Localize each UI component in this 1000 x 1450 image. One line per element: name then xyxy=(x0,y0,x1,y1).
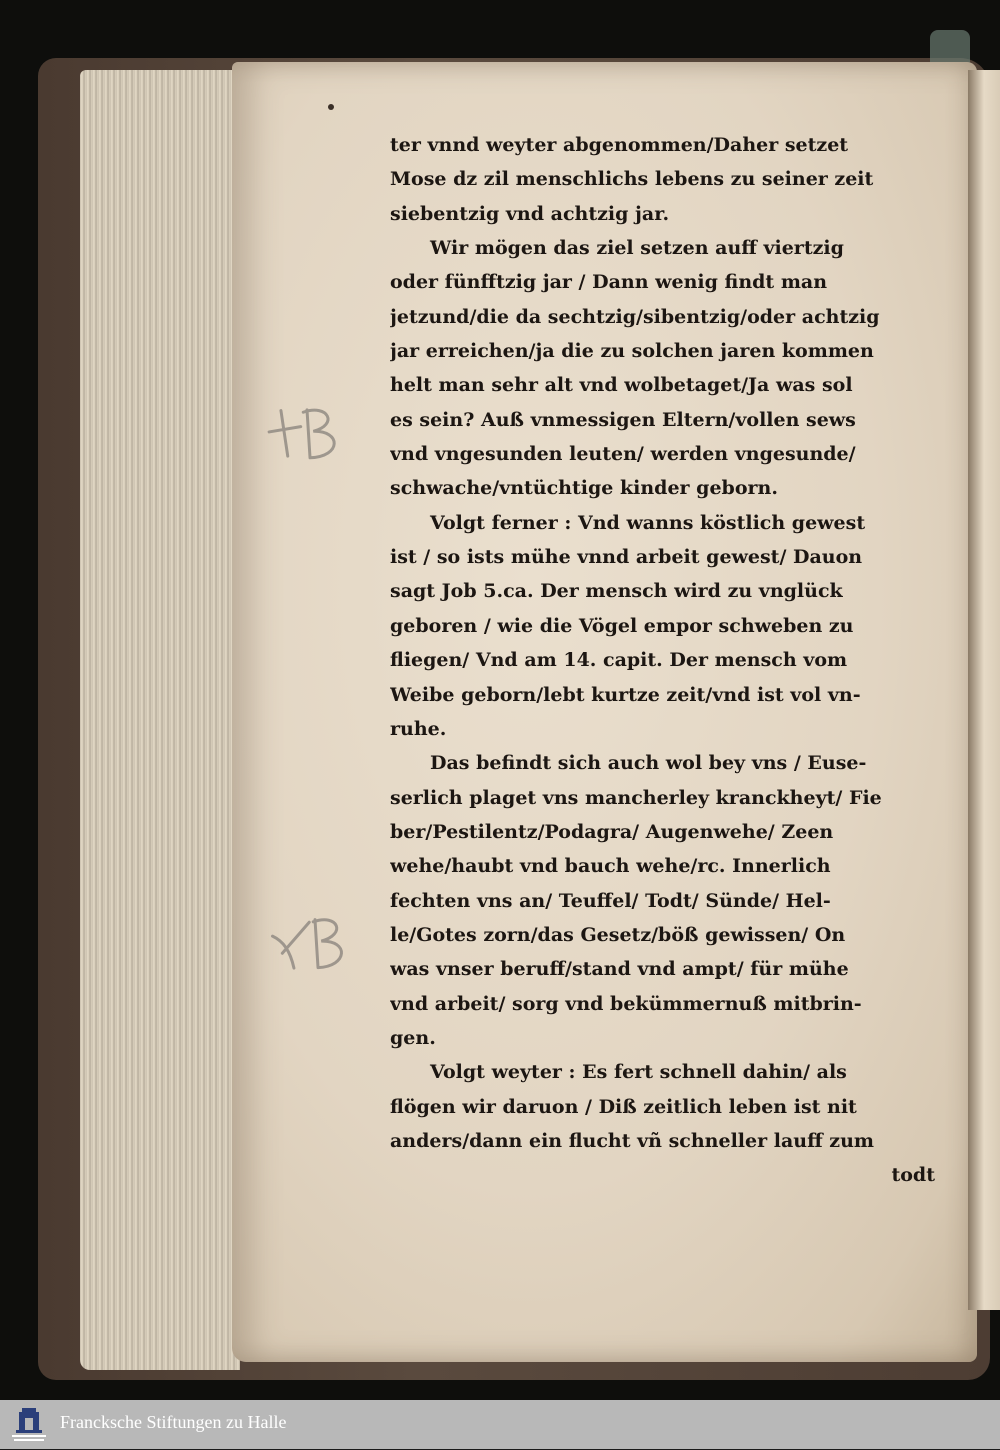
text-line: wehe/haubt vnd bauch wehe/rc. Innerlich xyxy=(390,855,831,878)
text-line: anders/dann ein flucht vñ schneller lauff zum xyxy=(390,1129,874,1152)
text-line: helt man sehr alt vnd wolbetaget/Ja was sol xyxy=(390,374,853,397)
text-line: Das befindt sich auch wol bey vns / Euse- xyxy=(430,752,867,775)
footer-bar xyxy=(0,1400,1000,1449)
text-line: sagt Job 5.ca. Der mensch wird zu vnglück xyxy=(390,580,843,603)
foundation-logo-icon xyxy=(8,1404,50,1446)
margin-annotation-1 xyxy=(258,394,356,484)
text-line: ter vnnd weyter abgenommen/Daher setzet xyxy=(390,134,849,156)
text-line: siebentzig vnd achtzig jar. xyxy=(390,202,670,225)
text-line: schwache/vntüchtige kinder geborn. xyxy=(390,477,778,500)
margin-annotation-2 xyxy=(264,904,362,994)
text-line: fliegen/ Vnd am 14. capit. Der mensch vom xyxy=(390,649,848,672)
text-line: Volgt ferner : Vnd wanns köstlich gewest xyxy=(430,511,866,534)
text-line: gen. xyxy=(390,1026,436,1049)
text-line: le/Gotes zorn/das Gesetz/böß gewissen/ On xyxy=(390,923,846,946)
text-line: Wir mögen das ziel setzen auff viertzig xyxy=(430,237,844,260)
text-line: geboren / wie die Vögel empor schweben zu xyxy=(390,614,854,637)
text-line: serlich plaget vns mancherley kranckheyt/ Fie xyxy=(390,786,882,809)
text-line: ist / so ists mühe vnnd arbeit gewest/ Dauon xyxy=(390,546,863,569)
text-line: was vnser beruff/stand vnd ampt/ für mühe xyxy=(390,958,849,981)
text-line: jar erreichen/ja die zu solchen jaren kommen xyxy=(390,340,874,363)
text-line: Volgt weyter : Es fert schnell dahin/ als xyxy=(430,1061,847,1084)
page-edges xyxy=(80,70,240,1370)
ink-dot xyxy=(328,104,334,110)
text-line: oder fünfftzig jar / Dann wenig findt man xyxy=(390,271,828,294)
page-text-block xyxy=(390,128,935,1193)
page-gutter xyxy=(968,70,1000,1310)
text-line: fechten vns an/ Teuffel/ Todt/ Sünde/ Hel- xyxy=(390,889,831,912)
text-line: es sein? Auß vnmessigen Eltern/vollen sews xyxy=(390,408,856,431)
catchword: todt xyxy=(891,1164,935,1187)
text-line: ruhe. xyxy=(390,717,447,740)
text-line: ber/Pestilentz/Podagra/ Augenwehe/ Zeen xyxy=(390,820,834,843)
text-line: vnd arbeit/ sorg vnd bekümmernuß mitbrin- xyxy=(390,992,862,1015)
footer-institution-name: Francksche Stiftungen zu Halle xyxy=(60,1412,287,1432)
text-line: vnd vngesunden leuten/ werden vngesunde/ xyxy=(390,443,856,466)
text-line: Weibe geborn/lebt kurtze zeit/vnd ist vol vn- xyxy=(390,683,861,706)
text-line: jetzund/die da sechtzig/sibentzig/oder achtzig xyxy=(390,305,880,328)
text-line: Mose dz zil menschlichs lebens zu seiner zeit xyxy=(390,168,874,191)
text-line: flögen wir daruon / Diß zeitlich leben ist nit xyxy=(390,1095,857,1118)
